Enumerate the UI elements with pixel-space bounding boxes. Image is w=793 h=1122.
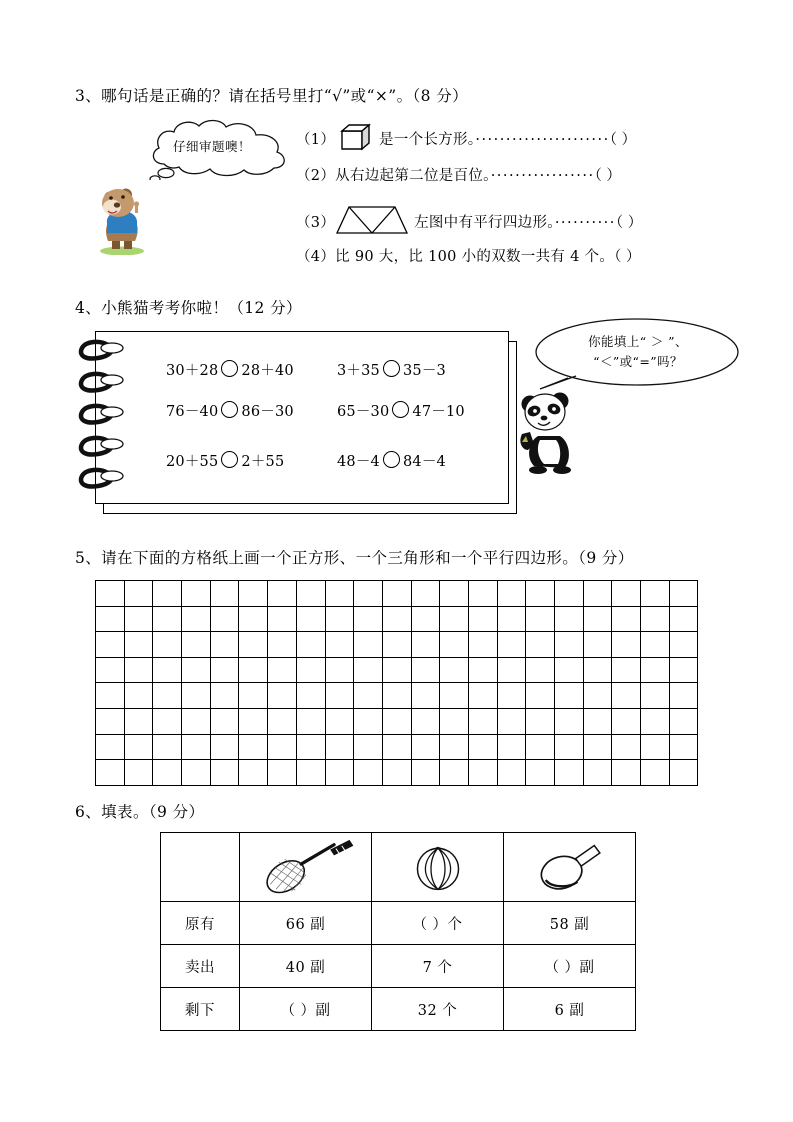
- grid-cell[interactable]: [440, 607, 469, 633]
- grid-cell[interactable]: [125, 632, 154, 658]
- grid-cell[interactable]: [469, 581, 498, 607]
- grid-cell[interactable]: [239, 632, 268, 658]
- grid-cell[interactable]: [584, 658, 613, 684]
- grid-cell[interactable]: [383, 607, 412, 633]
- grid-cell[interactable]: [297, 658, 326, 684]
- grid-cell[interactable]: [383, 760, 412, 786]
- grid-cell[interactable]: [498, 735, 527, 761]
- question-4-heading: 4、小熊猫考考你啦！（12 分）: [75, 299, 302, 317]
- comparison-1-left: 30＋28: [166, 363, 219, 379]
- grid-cell[interactable]: [584, 683, 613, 709]
- grid-cell[interactable]: [440, 683, 469, 709]
- q3-item-1-leader: ······················: [475, 132, 610, 148]
- row-label-remaining: 剩下: [161, 988, 240, 1031]
- q3-item-1-index: （1）: [296, 132, 336, 148]
- grid-cell[interactable]: [440, 735, 469, 761]
- comparison-6-right: 84－4: [402, 454, 446, 470]
- grid-cell[interactable]: [526, 607, 555, 633]
- trapezoid-triangles-icon: [335, 205, 409, 235]
- grid-cell[interactable]: [354, 735, 383, 761]
- grid-cell[interactable]: [182, 735, 211, 761]
- grid-cell[interactable]: [641, 683, 670, 709]
- comparison-4-left: 65－30: [337, 404, 390, 420]
- grid-cell[interactable]: [182, 632, 211, 658]
- q3-item-1: [296, 123, 636, 151]
- grid-cell[interactable]: [182, 709, 211, 735]
- grid-cell[interactable]: [354, 581, 383, 607]
- grid-cell[interactable]: [469, 709, 498, 735]
- grid-cell[interactable]: [153, 581, 182, 607]
- grid-cell[interactable]: [383, 658, 412, 684]
- grid-cell[interactable]: [584, 709, 613, 735]
- row-label-sold: 卖出: [161, 945, 240, 988]
- question-5-heading: 5、请在下面的方格纸上画一个正方形、一个三角形和一个平行四边形。（9 分）: [75, 549, 634, 567]
- grid-cell[interactable]: [412, 683, 441, 709]
- grid-cell[interactable]: [412, 735, 441, 761]
- cell-remaining-paddle[interactable]: 6 副: [504, 988, 636, 1031]
- badminton-racket-icon: [240, 833, 372, 902]
- grid-cell[interactable]: [268, 760, 297, 786]
- question-6-heading: 6、填表。（9 分）: [75, 803, 205, 821]
- comparison-2-right: 35－3: [402, 363, 446, 379]
- row-label-original: 原有: [161, 902, 240, 945]
- q3-item-3-text: 左图中有平行四边形。: [414, 215, 555, 231]
- grid-cell[interactable]: [612, 658, 641, 684]
- grid-cell[interactable]: [612, 581, 641, 607]
- comparison-2-answer-circle[interactable]: [383, 360, 400, 377]
- comparison-1-right: 28＋40: [241, 363, 294, 379]
- table-corner-cell: [161, 833, 240, 902]
- cell-sold-racket[interactable]: 40 副: [240, 945, 372, 988]
- grid-cell[interactable]: [383, 683, 412, 709]
- cell-sold-ball[interactable]: 7 个: [372, 945, 504, 988]
- grid-cell[interactable]: [641, 632, 670, 658]
- comparison-5-right: 2＋55: [241, 454, 285, 470]
- grid-cell[interactable]: [182, 581, 211, 607]
- grid-cell[interactable]: [326, 632, 355, 658]
- grid-cell[interactable]: [153, 735, 182, 761]
- grid-cell[interactable]: [555, 735, 584, 761]
- q3-item-2: [296, 164, 621, 185]
- grid-cell[interactable]: [469, 632, 498, 658]
- grid-cell[interactable]: [182, 760, 211, 786]
- panda-speech-line-1: 你能填上“ ＞ ”、: [588, 334, 688, 349]
- grid-cell[interactable]: [268, 735, 297, 761]
- q3-item-2-text: 从右边起第二位是百位。: [335, 168, 491, 184]
- grid-cell[interactable]: [153, 683, 182, 709]
- grid-cell[interactable]: [153, 632, 182, 658]
- grid-cell[interactable]: [498, 683, 527, 709]
- comparison-item-2: [337, 359, 446, 380]
- comparison-item-3: [166, 400, 294, 421]
- grid-cell[interactable]: [584, 632, 613, 658]
- grid-cell[interactable]: [412, 658, 441, 684]
- grid-cell[interactable]: [670, 735, 699, 761]
- grid-cell[interactable]: [96, 607, 125, 633]
- grid-cell[interactable]: [526, 709, 555, 735]
- grid-cell[interactable]: [354, 632, 383, 658]
- table-tennis-paddle-icon: [504, 833, 636, 902]
- grid-cell[interactable]: [641, 658, 670, 684]
- grid-cell[interactable]: [612, 735, 641, 761]
- grid-cell[interactable]: [326, 735, 355, 761]
- q3-item-3-leader: ··········: [554, 215, 616, 231]
- grid-cell[interactable]: [153, 760, 182, 786]
- grid-cell[interactable]: [211, 632, 240, 658]
- grid-cell[interactable]: [555, 683, 584, 709]
- grid-cell[interactable]: [297, 760, 326, 786]
- grid-cell[interactable]: [297, 735, 326, 761]
- grid-cell[interactable]: [182, 683, 211, 709]
- q3-item-4-answer-blank[interactable]: （ ）: [614, 249, 641, 265]
- grid-cell[interactable]: [584, 760, 613, 786]
- grid-cell[interactable]: [670, 607, 699, 633]
- cell-sold-paddle[interactable]: （ ）副: [504, 945, 636, 988]
- grid-cell[interactable]: [239, 581, 268, 607]
- q3-item-3-index: （3）: [296, 215, 336, 231]
- grid-cell[interactable]: [125, 581, 154, 607]
- q3-item-2-answer-blank[interactable]: （ ）: [594, 168, 621, 184]
- grid-cell[interactable]: [469, 760, 498, 786]
- grid-cell[interactable]: [354, 709, 383, 735]
- comparison-4-answer-circle[interactable]: [392, 401, 409, 418]
- grid-cell[interactable]: [383, 581, 412, 607]
- question-3-heading: 3、哪句话是正确的？请在括号里打“√”或“×”。（8 分）: [75, 87, 469, 105]
- grid-cell[interactable]: [641, 607, 670, 633]
- grid-cell[interactable]: [526, 735, 555, 761]
- grid-paper[interactable]: [95, 580, 698, 786]
- grid-cell[interactable]: [268, 581, 297, 607]
- cube-icon: [340, 123, 374, 151]
- grid-cell[interactable]: [96, 632, 125, 658]
- grid-cell[interactable]: [584, 581, 613, 607]
- grid-cell[interactable]: [383, 735, 412, 761]
- grid-cell[interactable]: [125, 658, 154, 684]
- grid-cell[interactable]: [641, 709, 670, 735]
- grid-cell[interactable]: [383, 632, 412, 658]
- grid-cell[interactable]: [555, 709, 584, 735]
- grid-cell[interactable]: [412, 632, 441, 658]
- q3-item-1-answer-blank[interactable]: （ ）: [609, 132, 637, 148]
- grid-cell[interactable]: [670, 658, 699, 684]
- grid-cell[interactable]: [354, 760, 383, 786]
- grid-cell[interactable]: [239, 607, 268, 633]
- comparison-3-answer-circle[interactable]: [221, 401, 238, 418]
- comparison-2-left: 3＋35: [337, 363, 380, 379]
- grid-cell[interactable]: [498, 709, 527, 735]
- grid-cell[interactable]: [211, 607, 240, 633]
- grid-cell[interactable]: [670, 683, 699, 709]
- grid-cell[interactable]: [670, 581, 699, 607]
- grid-cell[interactable]: [440, 709, 469, 735]
- grid-cell[interactable]: [125, 709, 154, 735]
- comparison-1-answer-circle[interactable]: [221, 360, 238, 377]
- grid-cell[interactable]: [612, 607, 641, 633]
- grid-cell[interactable]: [612, 760, 641, 786]
- comparison-item-5: [166, 450, 284, 471]
- q3-item-2-index: （2）: [296, 168, 336, 184]
- volleyball-icon: [372, 833, 504, 902]
- q3-item-4: [296, 245, 641, 266]
- table-row: [161, 945, 636, 988]
- grid-cell[interactable]: [297, 709, 326, 735]
- bear-thought-text: 仔细审题噢！: [173, 139, 252, 154]
- q3-item-4-index: （4）: [296, 249, 336, 265]
- grid-cell[interactable]: [239, 683, 268, 709]
- grid-cell[interactable]: [440, 658, 469, 684]
- q3-item-3: [296, 205, 642, 235]
- grid-cell[interactable]: [440, 760, 469, 786]
- panda-speech-text: [552, 332, 724, 372]
- grid-cell[interactable]: [469, 658, 498, 684]
- grid-cell[interactable]: [526, 683, 555, 709]
- q3-item-1-text: 是一个长方形。: [378, 132, 476, 148]
- grid-cell[interactable]: [125, 683, 154, 709]
- grid-cell[interactable]: [125, 607, 154, 633]
- grid-cell[interactable]: [469, 735, 498, 761]
- spiral-binding-icon: [76, 336, 136, 496]
- grid-cell[interactable]: [211, 760, 240, 786]
- grid-cell[interactable]: [268, 709, 297, 735]
- grid-cell[interactable]: [96, 658, 125, 684]
- grid-cell[interactable]: [326, 709, 355, 735]
- table-header-row: [161, 833, 636, 902]
- comparison-6-left: 48－4: [337, 454, 380, 470]
- grid-cell[interactable]: [153, 607, 182, 633]
- grid-cell[interactable]: [354, 658, 383, 684]
- grid-cell[interactable]: [211, 581, 240, 607]
- grid-cell[interactable]: [440, 581, 469, 607]
- comparison-item-6: [337, 450, 446, 471]
- cell-original-racket[interactable]: 66 副: [240, 902, 372, 945]
- q3-item-3-answer-blank[interactable]: （ ）: [615, 215, 643, 231]
- grid-cell[interactable]: [383, 709, 412, 735]
- grid-cell[interactable]: [153, 709, 182, 735]
- grid-cell[interactable]: [641, 760, 670, 786]
- grid-cell[interactable]: [96, 760, 125, 786]
- grid-cell[interactable]: [297, 683, 326, 709]
- grid-cell[interactable]: [182, 607, 211, 633]
- grid-cell[interactable]: [153, 658, 182, 684]
- cell-original-paddle[interactable]: 58 副: [504, 902, 636, 945]
- grid-cell[interactable]: [584, 607, 613, 633]
- comparison-item-1: [166, 359, 294, 380]
- grid-cell[interactable]: [498, 658, 527, 684]
- panda-character-icon: [516, 384, 580, 474]
- grid-cell[interactable]: [268, 632, 297, 658]
- grid-cell[interactable]: [211, 709, 240, 735]
- grid-cell[interactable]: [612, 632, 641, 658]
- grid-cell[interactable]: [526, 632, 555, 658]
- grid-cell[interactable]: [412, 760, 441, 786]
- grid-cell[interactable]: [239, 735, 268, 761]
- grid-cell[interactable]: [268, 683, 297, 709]
- grid-cell[interactable]: [584, 735, 613, 761]
- grid-cell[interactable]: [555, 607, 584, 633]
- grid-cell[interactable]: [354, 683, 383, 709]
- grid-cell[interactable]: [297, 632, 326, 658]
- grid-cell[interactable]: [670, 760, 699, 786]
- grid-cell[interactable]: [612, 683, 641, 709]
- grid-cell[interactable]: [412, 709, 441, 735]
- comparison-5-left: 20＋55: [166, 454, 219, 470]
- comparison-6-answer-circle[interactable]: [383, 451, 400, 468]
- grid-cell[interactable]: [469, 607, 498, 633]
- grid-cell[interactable]: [498, 760, 527, 786]
- grid-cell[interactable]: [526, 658, 555, 684]
- bear-character-icon: [94, 183, 150, 255]
- grid-cell[interactable]: [469, 683, 498, 709]
- grid-cell[interactable]: [297, 581, 326, 607]
- grid-cell[interactable]: [354, 607, 383, 633]
- fill-in-table: [160, 832, 636, 1031]
- grid-cell[interactable]: [412, 581, 441, 607]
- grid-cell[interactable]: [326, 607, 355, 633]
- cell-remaining-ball[interactable]: 32 个: [372, 988, 504, 1031]
- grid-cell[interactable]: [412, 607, 441, 633]
- grid-cell[interactable]: [125, 735, 154, 761]
- grid-cell[interactable]: [96, 581, 125, 607]
- q3-item-2-leader: ·················: [490, 168, 595, 184]
- table-row: [161, 988, 636, 1031]
- grid-cell[interactable]: [498, 607, 527, 633]
- grid-cell[interactable]: [326, 683, 355, 709]
- grid-cell[interactable]: [641, 735, 670, 761]
- grid-cell[interactable]: [498, 581, 527, 607]
- grid-cell[interactable]: [125, 760, 154, 786]
- grid-cell[interactable]: [526, 581, 555, 607]
- grid-cell[interactable]: [555, 632, 584, 658]
- grid-cell[interactable]: [96, 709, 125, 735]
- cell-original-ball[interactable]: （ ）个: [372, 902, 504, 945]
- grid-cell[interactable]: [555, 760, 584, 786]
- grid-cell[interactable]: [239, 658, 268, 684]
- comparison-4-right: 47－10: [412, 404, 465, 420]
- comparison-item-4: [337, 400, 465, 421]
- grid-cell[interactable]: [670, 709, 699, 735]
- grid-cell[interactable]: [211, 658, 240, 684]
- panda-speech-line-2: “＜”或“=”吗？: [593, 354, 683, 369]
- table-row: [161, 902, 636, 945]
- grid-cell[interactable]: [211, 683, 240, 709]
- grid-cell[interactable]: [440, 632, 469, 658]
- grid-cell[interactable]: [211, 735, 240, 761]
- grid-cell[interactable]: [670, 632, 699, 658]
- comparison-5-answer-circle[interactable]: [221, 451, 238, 468]
- cell-remaining-racket[interactable]: （ ）副: [240, 988, 372, 1031]
- comparison-3-right: 86－30: [241, 404, 294, 420]
- grid-cell[interactable]: [555, 658, 584, 684]
- grid-cell[interactable]: [326, 658, 355, 684]
- grid-cell[interactable]: [297, 607, 326, 633]
- grid-cell[interactable]: [326, 581, 355, 607]
- grid-cell[interactable]: [239, 760, 268, 786]
- grid-cell[interactable]: [182, 658, 211, 684]
- grid-cell[interactable]: [526, 760, 555, 786]
- grid-cell[interactable]: [326, 760, 355, 786]
- comparison-3-left: 76－40: [166, 404, 219, 420]
- grid-cell[interactable]: [268, 658, 297, 684]
- q3-item-4-text: 比 90 大，比 100 小的双数一共有 4 个。: [335, 249, 615, 265]
- grid-cell[interactable]: [96, 683, 125, 709]
- grid-cell[interactable]: [555, 581, 584, 607]
- grid-cell[interactable]: [641, 581, 670, 607]
- grid-cell[interactable]: [96, 735, 125, 761]
- grid-cell[interactable]: [268, 607, 297, 633]
- grid-cell[interactable]: [498, 632, 527, 658]
- grid-cell[interactable]: [612, 709, 641, 735]
- grid-cell[interactable]: [239, 709, 268, 735]
